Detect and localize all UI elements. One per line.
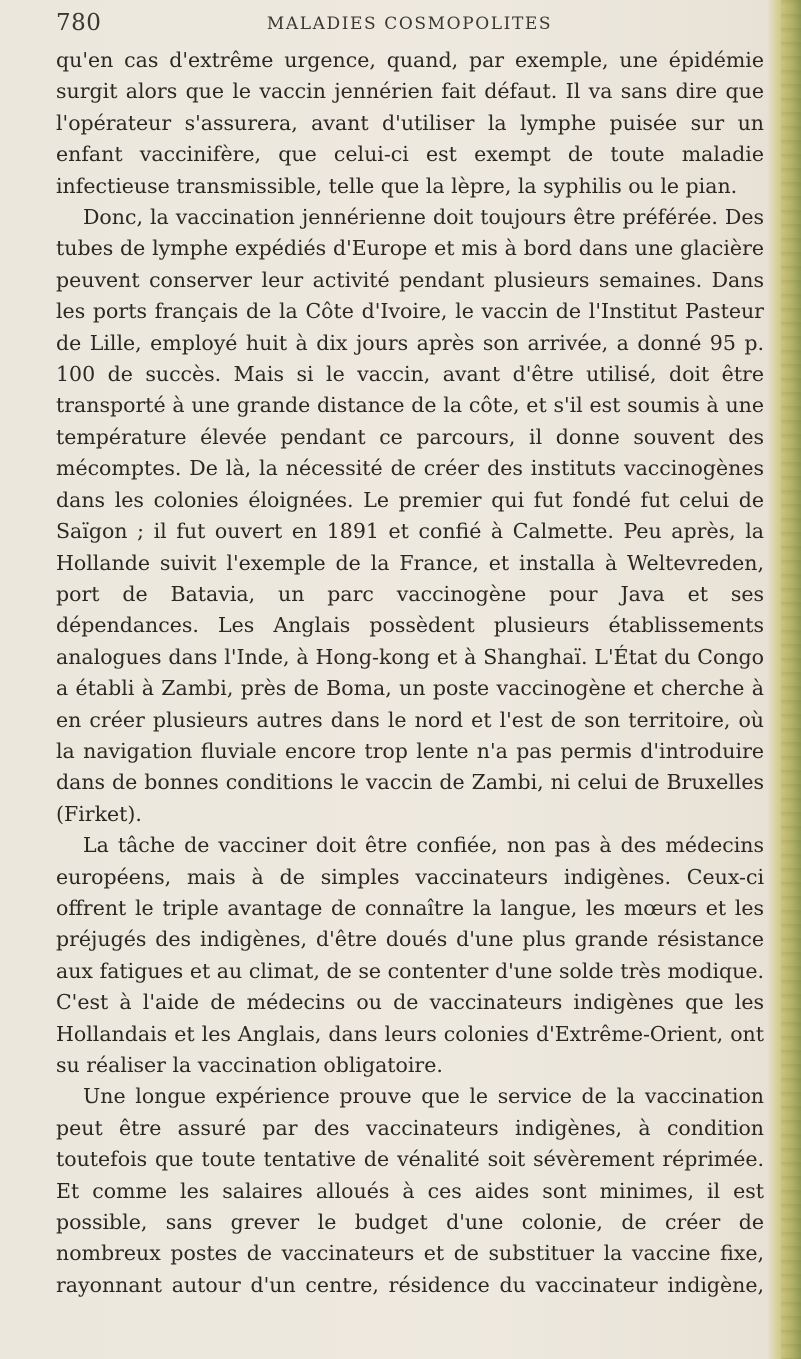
paragraph-3: La tâche de vacciner doit être confiée, non pas à des médecins européens, mais à de simples vaccinateurs indigènes. Ceux-ci offrent le triple avantage de connaître la langue, les mœurs et les préjugés des indigènes, d'être doués d'une plus grande résistance aux fatigues et au climat, de se contenter d'une solde très modique. C'est à l'aide de médecins ou de vaccinateurs indigènes que les Hollandais et les Anglais, dans leurs colonies d'Extrême-Orient, ont su réaliser la vaccination obligatoire. <box>56 833 764 1077</box>
paragraph-4: Une longue expérience prouve que le service de la vaccination peut être assuré par des vaccinateurs indigènes, à condition toutefois que toute tentative de vénalité soit sévèrement réprimée. Et comme les salaires alloués à ces aides sont minimes, il est possible, sans grever le budget d'une colonie, de créer de nombreux postes de vaccinateurs et de substituer la vaccine fixe, rayonnant autour d'un centre, résidence du vaccinateur indigène, <box>56 1084 764 1297</box>
page-number: 780 <box>56 10 102 36</box>
running-title: MALADIES COSMOPOLITES <box>266 14 553 34</box>
page-edge-shadow <box>767 0 801 1359</box>
body-text <box>56 45 764 1301</box>
paragraph-2: Donc, la vaccination jennérienne doit toujours être préférée. Des tubes de lymphe expédiés d'Europe et mis à bord dans une glacière peuvent conserver leur activité pendant plusieurs semaines. Dans les ports français de la Côte d'Ivoire, le vaccin de l'Institut Pasteur de Lille, employé huit à dix jours après son arrivée, a donné 95 p. 100 de succès. Mais si le vaccin, avant d'être utilisé, doit être transporté à une grande distance de la côte, et s'il est soumis à une température élevée pendant ce parcours, il donne souvent des mécomptes. De là, la nécessité de créer des instituts vaccinogènes dans les colonies éloignées. Le premier qui fut fondé fut celui de Saïgon ; il fut ouvert en 1891 et confié à Calmette. Peu après, la Hollande suivit l'exemple de la France, et installa à Weltevreden, port de Batavia, un parc vaccinogène pour Java et ses dépendances. Les Anglais possèdent plusieurs établissements analogues dans l'Inde, à Hong-kong et à Shanghaï. L'État du Congo a établi à Zambi, près de Boma, un poste vaccinogène et cherche à en créer plusieurs autres dans le nord et l'est de son territoire, où la navigation fluviale encore trop lente n'a pas permis d'introduire dans de bonnes conditions le vaccin de Zambi, ni celui de Bruxelles (Firket). <box>56 205 764 826</box>
page-header <box>56 4 763 40</box>
paragraph-1: qu'en cas d'extrême urgence, quand, par exemple, une épidémie surgit alors que le vaccin jennérien fait défaut. Il va sans dire que l'opérateur s'assurera, avant d'utiliser la lymphe puisée sur un enfant vaccinifère, que celui-ci est exempt de toute maladie infectieuse transmissible, telle que la lèpre, la syphilis ou le pian. <box>56 48 764 198</box>
